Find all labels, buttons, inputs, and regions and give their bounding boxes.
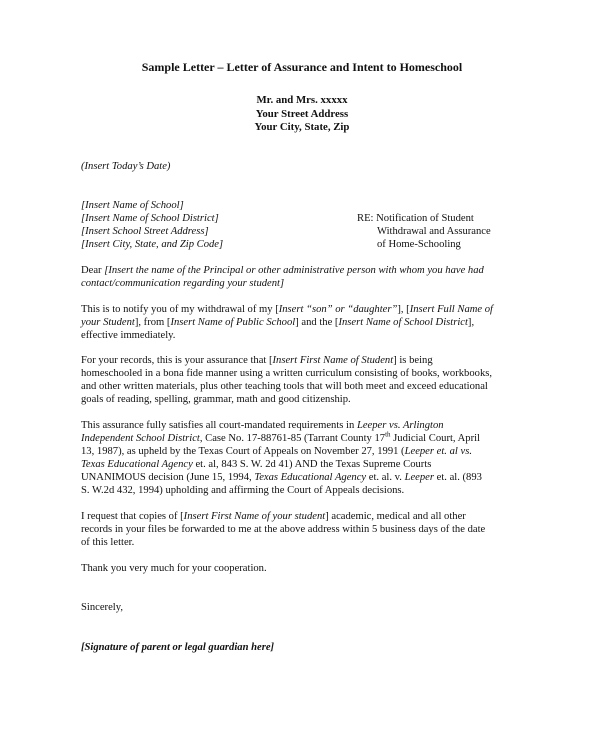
paragraph-court-requirements: This assurance fully satisfies all court-mandated requirements in Leeper vs. Arlington Independent School District, Case No. 17-88761-85 (Tarrant County 17th Judicial Court, April 13, 1987), as upheld by the Texas Court of Appeals on November 27, 1991 (Leeper et. al vs. Texas Educational Agency et. al, 843 S. W. 2d 41) AND the Texas Supreme Courts UNANIMOUS decision (June 15, 1994, Texas Educational Agency et. al. v. Leeper et. al. (893 S. W.2d 432, 1994) upholding and affirming the Court of Appeals decisions. xyxy=(81,420,482,496)
sender-street: Your Street Address xyxy=(255,107,349,120)
school-district: [Insert Name of School District] xyxy=(81,213,219,224)
sender-city: Your City, State, Zip xyxy=(254,121,350,133)
paragraph-assurance: For your records, this is your assurance that [Insert First Name of Student] is being homeschooled in a bona fide manner using a written curriculum consisting of books, workbooks, and other written materials, plus other teaching tools that will both meet and exceed educational goals of reading, spelling, grammar, math and good citizenship. xyxy=(81,355,493,405)
school-address-block xyxy=(81,199,223,251)
sender-names: Mr. and Mrs. xxxxx xyxy=(256,94,348,106)
re-line-3: of Home-Schooling xyxy=(377,239,461,250)
closing: Sincerely, xyxy=(81,602,123,613)
date-placeholder: (Insert Today’s Date) xyxy=(81,161,171,172)
paragraph-withdrawal: This is to notify you of my withdrawal of my [Insert “son” or “daughter”], [Insert Full Name of your Student], from [Insert Name of Public School] and the [Insert Name of School District], effective immediately. xyxy=(81,304,493,341)
principal-placeholder: [Insert the name of the Principal or other administrative person with whom you have had xyxy=(104,265,484,276)
re-line-2: Withdrawal and Assurance xyxy=(377,226,491,237)
school-street: [Insert School Street Address] xyxy=(81,226,209,237)
signature-placeholder: [Signature of parent or legal guardian here] xyxy=(81,642,275,653)
paragraph-records-request: I request that copies of [Insert First Name of your student] academic, medical and all other records in your files be forwarded to me at the above address within 5 business days of the date of this letter. xyxy=(81,511,486,548)
re-block xyxy=(357,212,491,251)
salutation: Dear [Insert the name of the Principal or other administrative person with whom you have had contact/communication regarding your student] xyxy=(81,265,484,289)
sender-address-block xyxy=(2,94,600,135)
school-name: [Insert Name of School] xyxy=(81,200,184,211)
thanks-line: Thank you very much for your cooperation. xyxy=(81,563,267,574)
re-line-1: RE: Notification of Student xyxy=(357,213,474,224)
letter-title: Sample Letter – Letter of Assurance and Intent to Homeschool xyxy=(141,60,463,74)
school-city: [Insert City, State, and Zip Code] xyxy=(81,239,224,250)
